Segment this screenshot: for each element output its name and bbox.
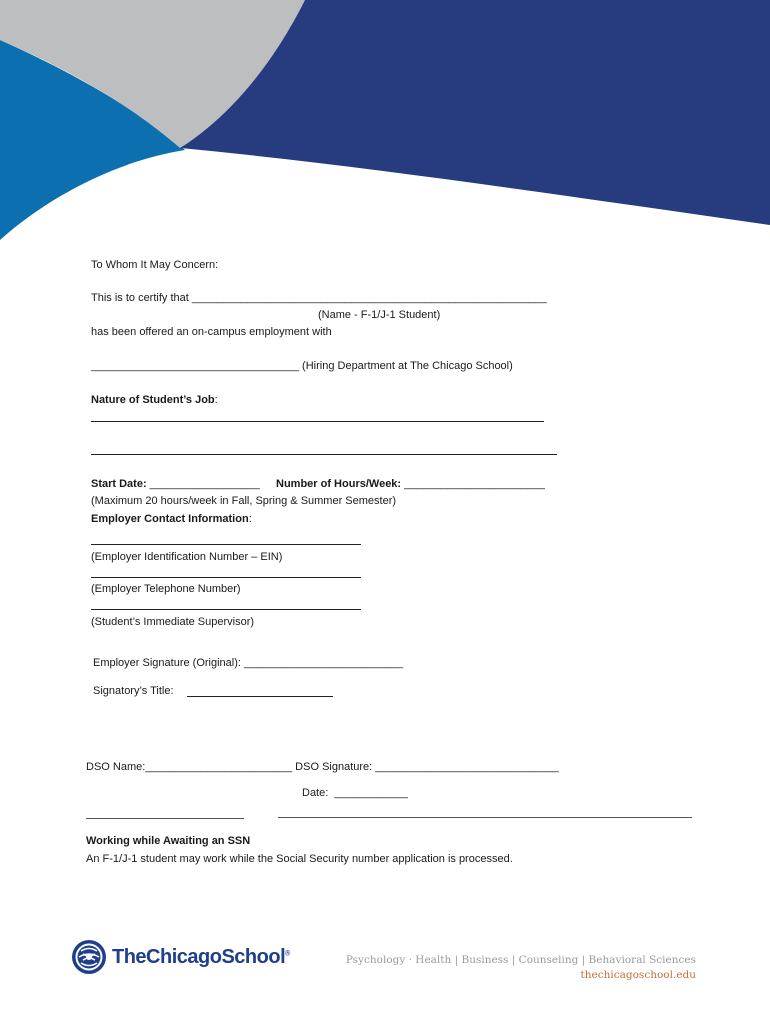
chicago-school-seal-icon: [70, 938, 108, 976]
employer-signature-line: Employer Signature (Original): __________________________: [93, 657, 404, 669]
offered-line: has been offered an on-campus employment with: [91, 326, 332, 338]
header-graphic: [0, 0, 770, 250]
ssn-heading: Working while Awaiting an SSN: [86, 835, 251, 847]
telephone-caption: (Employer Telephone Number): [91, 583, 241, 595]
hours-per-week-label: Number of Hours/Week:: [276, 478, 402, 490]
start-date-label: Start Date:: [91, 478, 147, 490]
chicago-school-logo: [70, 938, 290, 976]
supervisor-line: [91, 609, 361, 610]
dso-date-line: Date: ____________: [302, 787, 408, 799]
footer-tagline: Psychology · Health | Business | Counseling | Behavioral Sciences: [345, 954, 696, 966]
job-description-line-1: [91, 421, 544, 422]
employer-contact-heading: [91, 512, 252, 526]
nature-of-job-label: Nature of Student’s Job: [91, 394, 215, 406]
student-name-caption: (Name - F-1/J-1 Student): [318, 309, 441, 321]
telephone-line: [91, 577, 361, 578]
employer-contact-label: Employer Contact Information: [91, 513, 249, 525]
ssn-text: An F-1/J-1 student may work while the Social Security number application is processed.: [86, 853, 513, 865]
salutation: To Whom It May Concern:: [91, 259, 219, 271]
footer-website: thechicagoschool.edu: [580, 969, 696, 981]
nature-of-job-heading: [91, 393, 218, 407]
hiring-department-line: __________________________________ (Hiring Department at The Chicago School): [91, 360, 513, 372]
nature-of-job-colon: :: [214, 394, 218, 406]
signatory-title-label: Signatory’s Title:: [93, 685, 174, 697]
logo-registered-mark: ®: [285, 949, 290, 957]
divider-right: [278, 817, 692, 818]
job-description-line-2: [91, 454, 557, 455]
dso-line: DSO Name:________________________ DSO Signature: ______________________________: [86, 761, 559, 773]
employer-contact-colon: :: [248, 513, 252, 525]
start-date-row: [91, 477, 260, 491]
logo-wordmark: [112, 946, 290, 969]
ein-line: [91, 544, 361, 545]
hours-row: [276, 477, 545, 491]
divider-left: [86, 818, 244, 819]
hours-per-week-blank: _______________________: [401, 478, 545, 490]
start-date-blank: __________________: [146, 478, 260, 490]
ein-caption: (Employer Identification Number – EIN): [91, 551, 283, 563]
logo-name: TheChicagoSchool: [112, 945, 286, 968]
certify-line: This is to certify that __________________________________________________________: [91, 292, 547, 304]
signatory-title-line: [187, 696, 333, 697]
maximum-hours-note: (Maximum 20 hours/week in Fall, Spring & Summer Semester): [91, 495, 397, 507]
supervisor-caption: (Student’s Immediate Supervisor): [91, 616, 255, 628]
